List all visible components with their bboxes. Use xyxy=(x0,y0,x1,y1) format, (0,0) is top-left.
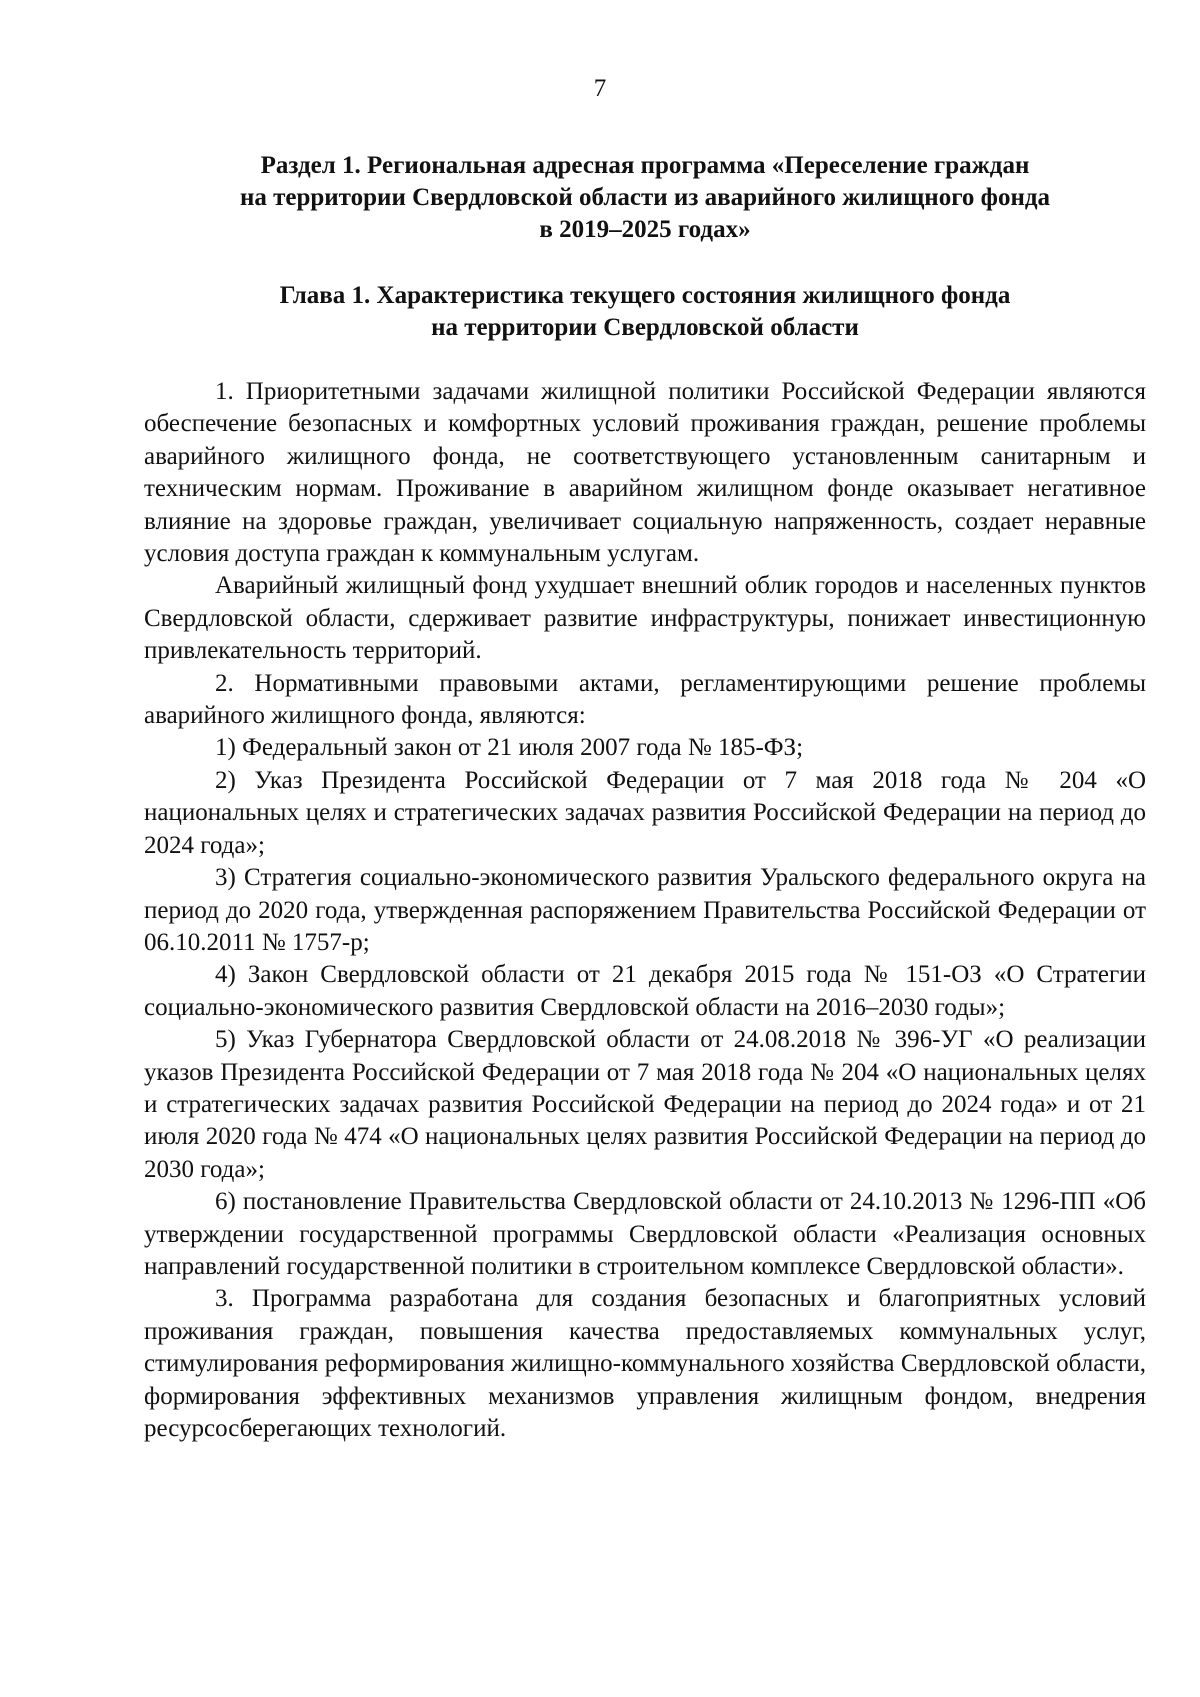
chapter-heading-line: Глава 1. Характеристика текущего состояния жилищного фонда xyxy=(279,282,1011,309)
section-heading-line: на территории Свердловской области из аварийного жилищного фонда xyxy=(239,184,1051,211)
paragraph-normative-acts: 2. Нормативными правовыми актами, регламентирующими решение проблемы аварийного жилищного фонда, являются: xyxy=(144,669,1146,730)
page-number: 7 xyxy=(593,75,607,102)
chapter-heading xyxy=(145,280,1145,344)
paragraph-emergency-housing: Аварийный жилищный фонд ухудшает внешний облик городов и населенных пунктов Свердловской области, сдерживает развитие инфраструктуры, понижает инвестиционную привлекательность территорий. xyxy=(144,572,1146,665)
section-heading-line: Раздел 1. Региональная адресная программа «Переселение граждан xyxy=(260,152,1030,179)
list-item-federal-law: 1) Федеральный закон от 21 июля 2007 года № 185-ФЗ; xyxy=(215,734,804,762)
paragraph-program-purpose: 3. Программа разработана для создания безопасных и благоприятных условий проживания граждан, повышения качества предоставляемых коммунальных услуг, стимулирования реформирования жилищно-коммунального хозяйства Свердловской области, формирования эффективных механизмов управления жилищным фондом, внедрения ресурсосберегающих технологий. xyxy=(144,1285,1146,1442)
body-text xyxy=(144,376,1146,1445)
section-heading xyxy=(145,150,1145,246)
list-item-regional-law: 4) Закон Свердловской области от 21 декабря 2015 года № 151-ОЗ «О Стратегии социально-экономического развития Свердловской области на 2016–2030 годы»; xyxy=(144,961,1146,1021)
list-item-president-decree: 2) Указ Президента Российской Федерации от 7 мая 2018 года № 204 «О национальных целях и стратегических задачах развития Российской Федерации на период до 2024 года»; xyxy=(144,766,1146,859)
list-item-ural-strategy: 3) Стратегия социально-экономического развития Уральского федерального округа на период до 2020 года, утвержденная распоряжением Правительства Российской Федерации от 06.10.2011 № 1757-р; xyxy=(144,864,1146,956)
section-heading-line: в 2019–2025 годах» xyxy=(539,216,751,243)
list-item-government-resolution: 6) постановление Правительства Свердловской области от 24.10.2013 № 1296-ПП «Об утверждении государственной программы Свердловской области «Реализация основных направлений государственной политики в строительном комплексе Свердловской области». xyxy=(144,1188,1146,1280)
list-item-governor-decree: 5) Указ Губернатора Свердловской области от 24.08.2018 № 396-УГ «О реализации указов Президента Российской Федерации от 7 мая 2018 года № 204 «О национальных целях и стратегических задачах развития Российской Федерации на период до 2024 года» и от 21 июля 2020 года № 474 «О национальных целях развития Российской Федерации на период до 2030 года»; xyxy=(144,1026,1146,1183)
chapter-heading-line: на территории Свердловской области xyxy=(431,314,859,341)
paragraph-priorities: 1. Приоритетными задачами жилищной политики Российской Федерации являются обеспечение безопасных и комфортных условий проживания граждан, решение проблемы аварийного жилищного фонда, не соответствующего установленным санитарным и техническим нормам. Проживание в аварийном жилищном фонде оказывает негативное влияние на здоровье граждан, увеличивает социальную напряженность, создает неравные условия доступа граждан к коммунальным услугам. xyxy=(144,378,1146,568)
